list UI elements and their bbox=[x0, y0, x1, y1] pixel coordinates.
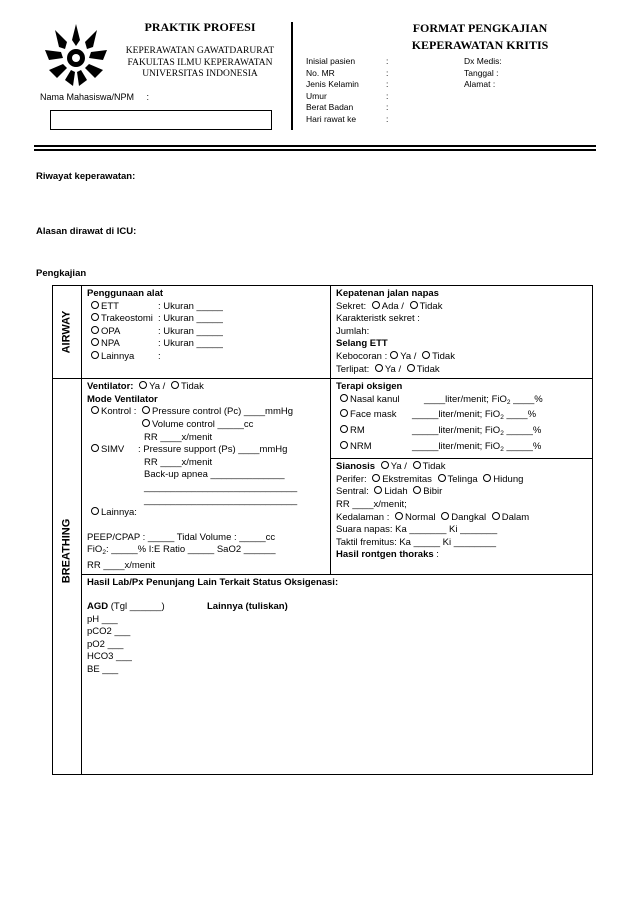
id-colon: : bbox=[386, 67, 389, 78]
sekret-row[interactable]: Sekret: Ada / Tidak bbox=[336, 300, 443, 312]
id-label-initial: Inisial pasien bbox=[306, 56, 356, 66]
rontgen-row: Hasil rontgen thoraks : bbox=[336, 549, 439, 561]
id-label-age: Umur bbox=[306, 90, 327, 101]
assessment-table bbox=[52, 285, 593, 775]
airway-devices-title: Penggunaan alat bbox=[87, 288, 164, 299]
radio-ada[interactable] bbox=[372, 301, 380, 309]
agd-ph: pH ___ bbox=[87, 613, 118, 625]
bullet-icon bbox=[91, 313, 99, 321]
kontrol-row[interactable]: Kontrol : Pressure control (Pc) ____mmHg bbox=[87, 406, 325, 419]
bullet-icon bbox=[340, 441, 348, 449]
radio-dangkal[interactable] bbox=[441, 512, 449, 520]
sianosis-section[interactable] bbox=[331, 458, 592, 562]
bullet-icon bbox=[91, 444, 99, 452]
breathing-side bbox=[53, 379, 82, 775]
backup-apnea: Back-up apnea ______________ bbox=[144, 469, 285, 481]
id-label-weight: Berat Badan bbox=[306, 102, 354, 112]
airway-devices-cell[interactable] bbox=[82, 286, 331, 379]
device-trakeostomi[interactable]: Trakeostomi : Ukuran _____ bbox=[87, 313, 325, 326]
ventilator-cell[interactable] bbox=[82, 379, 331, 575]
taktil-fremitus: Taktil fremitus: Ka _____ Ki ________ bbox=[336, 536, 497, 548]
id-colon: : bbox=[386, 113, 389, 124]
kedalaman-row[interactable]: Kedalaman : Normal Dangkal Dalam bbox=[336, 511, 530, 523]
sianosis-row[interactable]: Sianosis Ya / Tidak bbox=[336, 461, 446, 473]
header-subtitle: KEPERAWATAN GAWATDARURAT FAKULTAS ILMU KEPERAWATAN UNIVERSITAS INDONESIA bbox=[125, 46, 275, 79]
header-divider bbox=[291, 22, 293, 130]
karakteristik-row: Karakteristk sekret : bbox=[336, 313, 420, 325]
rr-vent: RR ____x/menit bbox=[87, 559, 156, 571]
student-npm-label: Nama Mahasiswa/NPM : bbox=[40, 92, 150, 102]
oxygen-title: Terapi oksigen bbox=[336, 381, 403, 393]
agd-hco3: HCO3 ___ bbox=[87, 651, 132, 663]
student-npm-input[interactable] bbox=[50, 110, 272, 130]
radio-normal[interactable] bbox=[395, 512, 403, 520]
radio-tidak[interactable] bbox=[171, 381, 179, 389]
agd-po2: pO2 ___ bbox=[87, 638, 124, 650]
sentral-row[interactable]: Sentral: Lidah Bibir bbox=[336, 486, 443, 498]
university-logo bbox=[41, 20, 111, 90]
airway-side-label: AIRWAY bbox=[60, 310, 73, 354]
device-ett[interactable]: ETT : Ukuran _____ bbox=[87, 301, 325, 314]
perifer-row[interactable]: Perifer: Ekstremitas Telinga Hidung bbox=[336, 473, 524, 485]
airway-row bbox=[53, 286, 593, 379]
format-title: FORMAT PENGKAJIAN KEPERAWATAN KRITIS bbox=[411, 21, 549, 52]
radio-tidak[interactable] bbox=[413, 461, 421, 469]
airway-patency-title: Kepatenan jalan napas bbox=[336, 288, 439, 299]
breathing-row bbox=[53, 379, 593, 575]
radio-tidak[interactable] bbox=[407, 364, 415, 372]
lab-cell[interactable] bbox=[82, 575, 593, 775]
radio-tidak[interactable] bbox=[422, 351, 430, 359]
ventilator-row[interactable]: Ventilator: Ya / Tidak bbox=[87, 381, 204, 393]
lainnya-row[interactable]: Lainnya: bbox=[87, 507, 325, 520]
bullet-icon bbox=[340, 425, 348, 433]
radio-ya[interactable] bbox=[139, 381, 147, 389]
radio-ya[interactable] bbox=[381, 461, 389, 469]
radio-vc[interactable] bbox=[142, 419, 150, 427]
id-colon: : bbox=[386, 56, 389, 66]
radio-ya[interactable] bbox=[390, 351, 398, 359]
device-npa[interactable]: NPA : Ukuran _____ bbox=[87, 338, 325, 351]
agd-be: BE ___ bbox=[87, 664, 119, 676]
jumlah-row: Jumlah: bbox=[336, 325, 370, 337]
id-label-dx: Dx Medis: bbox=[464, 56, 502, 66]
airway-side bbox=[53, 286, 82, 379]
blank-line: _____________________________ bbox=[144, 481, 298, 493]
terlipat-row[interactable]: Terlipat: Ya / Tidak bbox=[336, 363, 440, 375]
oxygen-cell[interactable] bbox=[331, 379, 593, 575]
peep-row: PEEP/CPAP : _____ Tidal Volume : _____cc bbox=[87, 531, 276, 543]
airway-patency-cell[interactable] bbox=[331, 286, 593, 379]
header-title: PRAKTIK PROFESI bbox=[144, 20, 256, 34]
oxy-facemask[interactable]: Face mask _____liter/menit; FiO$_2$ ____% bbox=[336, 409, 587, 425]
radio-hidung[interactable] bbox=[483, 474, 491, 482]
bullet-icon bbox=[91, 406, 99, 414]
simv-row[interactable]: SIMV : Pressure support (Ps) ____mmHg bbox=[87, 444, 325, 457]
rr-simv: RR ____x/menit bbox=[144, 456, 213, 468]
bullet-icon bbox=[91, 338, 99, 346]
radio-tidak[interactable] bbox=[410, 301, 418, 309]
suara-napas: Suara napas: Ka _______ Ki _______ bbox=[336, 524, 498, 536]
lab-row bbox=[53, 575, 593, 775]
id-colon: : bbox=[386, 102, 389, 112]
rr-breath: RR ____x/menit; bbox=[336, 498, 407, 510]
blank-line: _____________________________ bbox=[144, 494, 298, 506]
oxy-nasal[interactable]: Nasal kanul ____liter/menit; FiO$_2$ ____% bbox=[336, 394, 587, 410]
header-separator bbox=[34, 149, 596, 151]
id-label-address: Alamat : bbox=[464, 79, 496, 89]
agd-pco2: pCO2 ___ bbox=[87, 626, 131, 638]
selang-ett-title: Selang ETT bbox=[336, 338, 388, 350]
bullet-icon bbox=[91, 351, 99, 359]
radio-ya[interactable] bbox=[375, 364, 383, 372]
lab-title: Hasil Lab/Px Penunjang Lain Terkait Status Oksigenasi: bbox=[87, 577, 339, 589]
radio-bibir[interactable] bbox=[413, 486, 421, 494]
radio-pc[interactable] bbox=[142, 406, 150, 414]
vc-row[interactable]: Volume control _____cc bbox=[87, 419, 325, 432]
header-separator bbox=[34, 145, 596, 147]
fio2-row: FiO$_2$: _____% I:E Ratio _____ SaO2 ______ bbox=[87, 544, 276, 557]
alasan-label: Alasan dirawat di ICU: bbox=[36, 226, 137, 237]
radio-dalam[interactable] bbox=[492, 512, 500, 520]
agd-header: AGD (Tgl ______) Lainnya (tuliskan) bbox=[87, 601, 288, 613]
oxy-rm[interactable]: RM _____liter/menit; FiO$_2$ _____% bbox=[336, 425, 587, 441]
bullet-icon bbox=[340, 394, 348, 402]
radio-ekstremitas[interactable] bbox=[372, 474, 380, 482]
id-colon: : bbox=[386, 79, 389, 89]
radio-telinga[interactable] bbox=[438, 474, 446, 482]
pengkajian-label: Pengkajian bbox=[36, 268, 87, 279]
id-label-mr: No. MR bbox=[306, 67, 335, 78]
mode-ventilator-title: Mode Ventilator bbox=[87, 393, 158, 405]
id-label-date: Tanggal : bbox=[464, 67, 499, 78]
device-lainnya[interactable]: Lainnya : bbox=[87, 351, 325, 364]
bullet-icon bbox=[91, 507, 99, 515]
id-label-day: Hari rawat ke bbox=[306, 113, 357, 124]
oxy-nrm[interactable]: NRM _____liter/menit; FiO$_2$ _____% bbox=[336, 441, 587, 457]
bullet-icon bbox=[340, 409, 348, 417]
device-opa[interactable]: OPA : Ukuran _____ bbox=[87, 326, 325, 339]
rr-kontrol: RR ____x/menit bbox=[144, 431, 213, 443]
breathing-side-label: BREATHING bbox=[60, 518, 73, 584]
bullet-icon bbox=[91, 301, 99, 309]
id-colon: : bbox=[386, 90, 389, 101]
id-label-gender: Jenis Kelamin bbox=[306, 79, 359, 89]
radio-lidah[interactable] bbox=[374, 486, 382, 494]
kebocoran-row[interactable]: Kebocoran : Ya / Tidak bbox=[336, 350, 455, 362]
bullet-icon bbox=[91, 326, 99, 334]
riwayat-label: Riwayat keperawatan: bbox=[36, 171, 136, 182]
